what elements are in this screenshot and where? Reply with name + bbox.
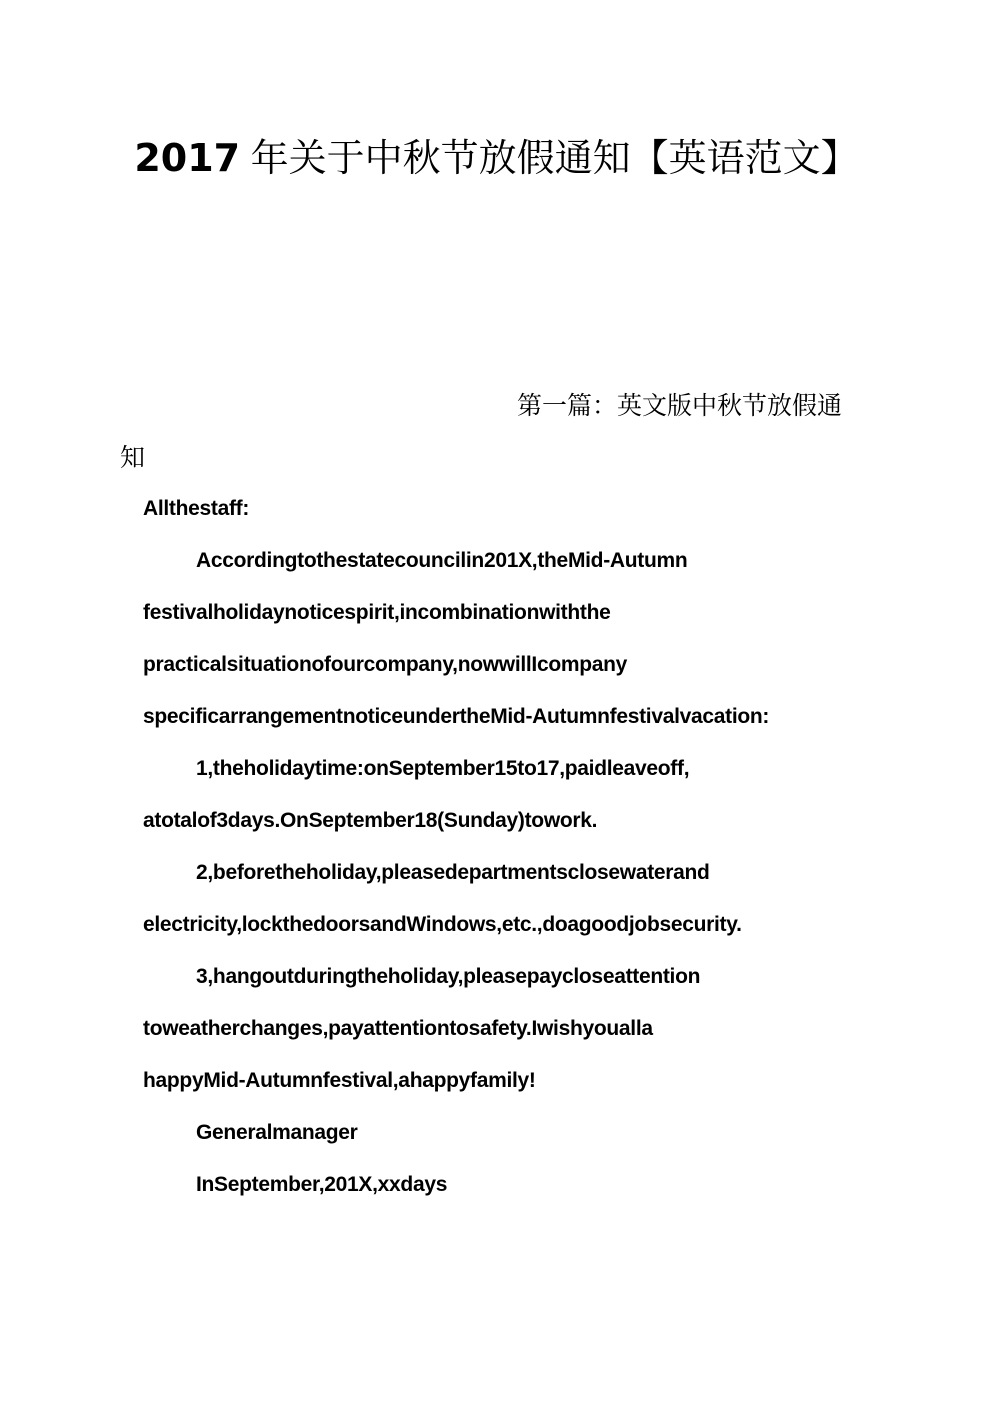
section-heading-continuation: 知 — [120, 443, 146, 472]
body-line: atotalof3days.OnSeptember18(Sunday)towork. — [143, 809, 598, 832]
title-year: 2017 — [134, 136, 241, 180]
body-line: 3,hangoutduringtheholiday,pleasepaycloseattention — [196, 965, 701, 988]
section-heading: 第一篇：英文版中秋节放假通 — [517, 391, 843, 420]
body-line: practicalsituationofourcompany,nowwillIcompany — [143, 653, 628, 676]
title-text: 年关于中秋节放假通知【英语范文】 — [250, 136, 859, 180]
date-line: InSeptember,201X,xxdays — [196, 1173, 448, 1196]
document-title — [0, 132, 993, 185]
signature-line: Generalmanager — [196, 1121, 358, 1144]
body-line: toweatherchanges,payattentiontosafety.Iwishyoualla — [143, 1017, 653, 1040]
body-line: Accordingtothestatecouncilin201X,theMid-Autumn — [196, 549, 688, 572]
body-line: 1,theholidaytime:onSeptember15to17,paidleaveoff, — [196, 757, 690, 780]
body-line: specificarrangementnoticeundertheMid-Autumnfestivalvacation: — [143, 705, 770, 728]
body-line: 2,beforetheholiday,pleasedepartmentsclosewaterand — [196, 861, 710, 884]
salutation-line: Allthestaff: — [143, 497, 250, 520]
body-line: festivalholidaynoticespirit,incombinationwiththe — [143, 601, 611, 624]
body-line: happyMid-Autumnfestival,ahappyfamily! — [143, 1069, 536, 1092]
body-line: electricity,lockthedoorsandWindows,etc.,doagoodjobsecurity. — [143, 913, 742, 936]
